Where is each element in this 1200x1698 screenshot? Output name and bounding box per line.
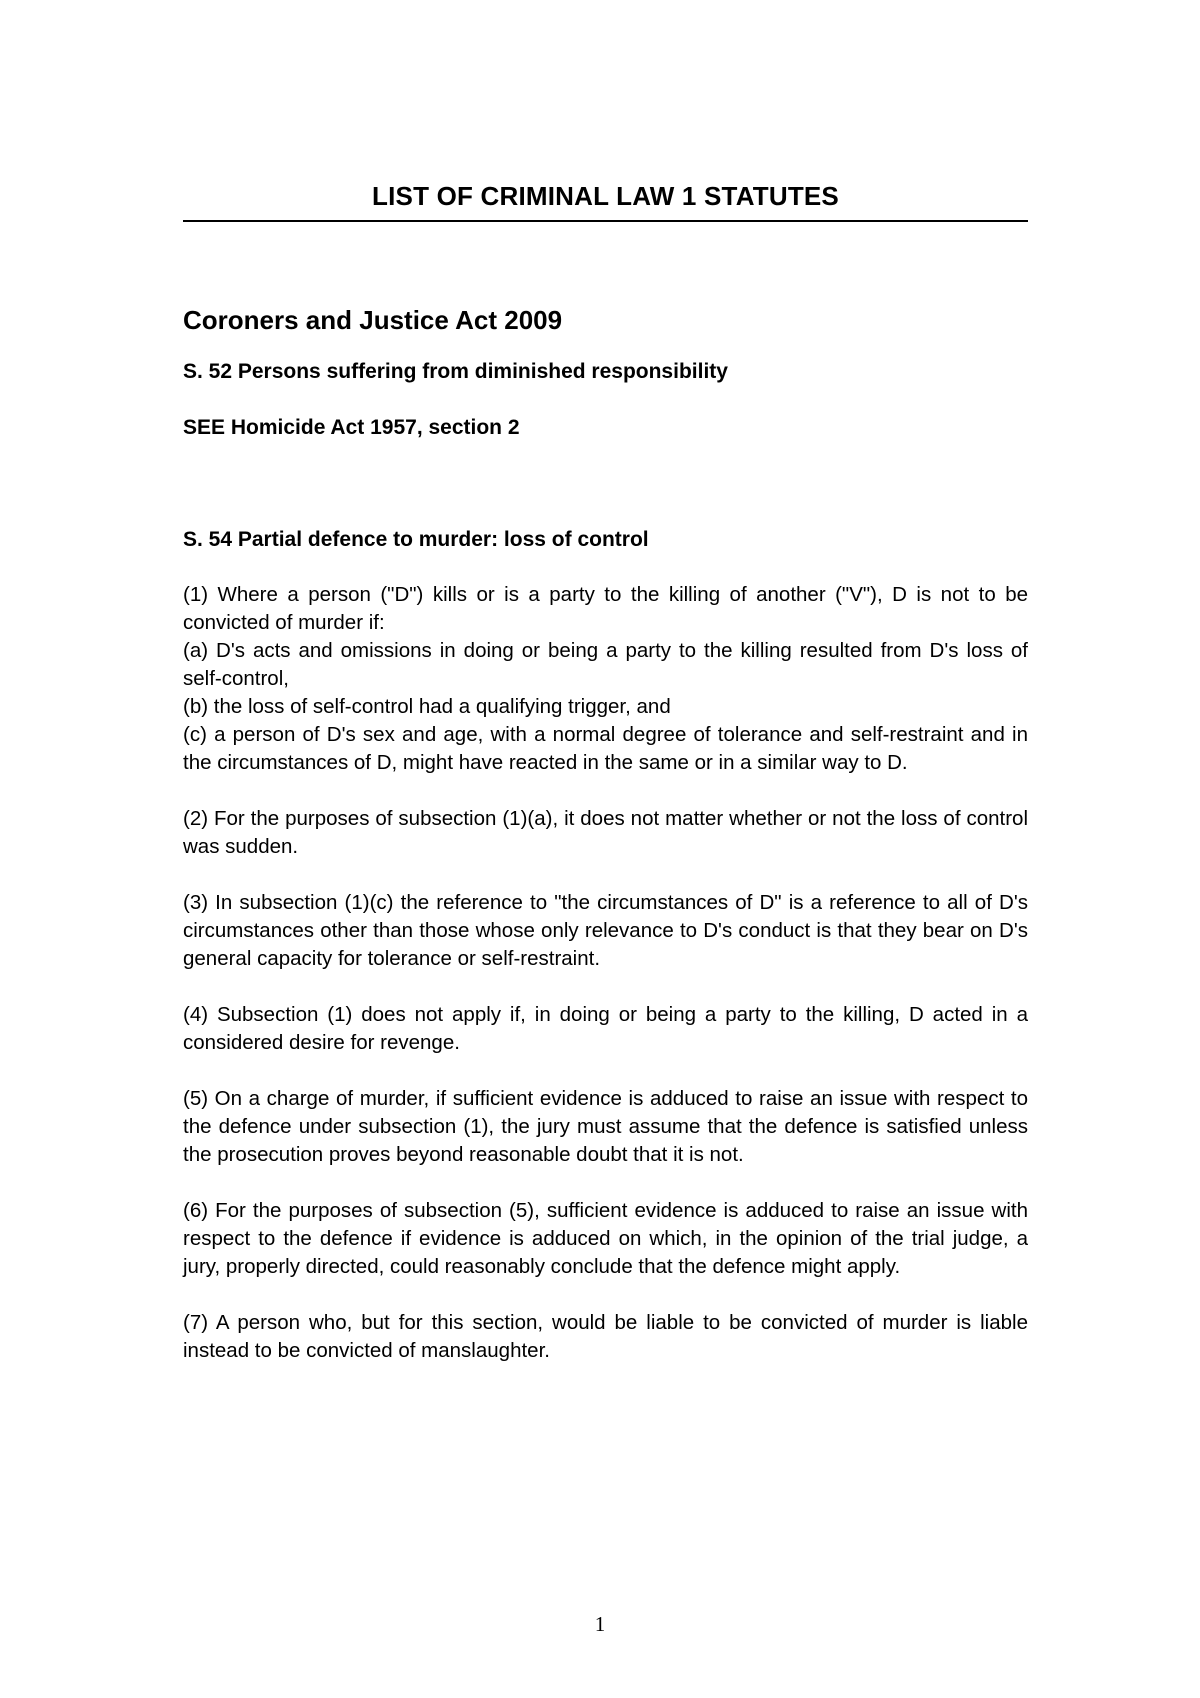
document-title: LIST OF CRIMINAL LAW 1 STATUTES [372, 181, 839, 211]
section-52-heading: S. 52 Persons suffering from diminished responsibility [183, 360, 728, 383]
act-title: Coroners and Justice Act 2009 [183, 305, 563, 335]
subsection-6: (6) For the purposes of subsection (5), sufficient evidence is adduced to raise an issue with respect to the defence if evidence is adduced on which, in the opinion of the trial judge, a jury, properly directed, could reasonably conclude that the defence might apply. [183, 1199, 1028, 1278]
subsection-4: (4) Subsection (1) does not apply if, in doing or being a party to the killing, D acted in a considered desire for revenge. [183, 1003, 1028, 1054]
subsection-1-c: (c) a person of D's sex and age, with a normal degree of tolerance and self-restraint and in the circumstances of D, might have reacted in the same or in a similar way to D. [183, 723, 1028, 774]
subsection-5: (5) On a charge of murder, if sufficient evidence is adduced to raise an issue with respect to the defence under subsection (1), the jury must assume that the defence is satisfied unless the prosecution proves beyond reasonable doubt that it is not. [183, 1087, 1028, 1166]
section-54-heading: S. 54 Partial defence to murder: loss of control [183, 528, 649, 551]
section-52-cross-reference: SEE Homicide Act 1957, section 2 [183, 416, 520, 439]
page-number: 1 [594, 1612, 606, 1636]
subsection-1-a: (a) D's acts and omissions in doing or being a party to the killing resulted from D's loss of self-control, [183, 639, 1028, 690]
subsection-1 [183, 581, 1028, 777]
title-block [183, 180, 1028, 222]
subsection-3: (3) In subsection (1)(c) the reference to "the circumstances of D" is a reference to all of D's circumstances other than those whose only relevance to D's conduct is that they bear on D's general capacity for tolerance or self-restraint. [183, 891, 1028, 970]
subsection-1-intro: (1) Where a person ("D") kills or is a party to the killing of another ("V"), D is not to be convicted of murder if: [183, 583, 1028, 634]
subsection-7: (7) A person who, but for this section, would be liable to be convicted of murder is liable instead to be convicted of manslaughter. [183, 1311, 1028, 1362]
subsection-1-b: (b) the loss of self-control had a qualifying trigger, and [183, 695, 671, 718]
document-body [183, 303, 1028, 1365]
subsection-2: (2) For the purposes of subsection (1)(a), it does not matter whether or not the loss of control was sudden. [183, 807, 1028, 858]
